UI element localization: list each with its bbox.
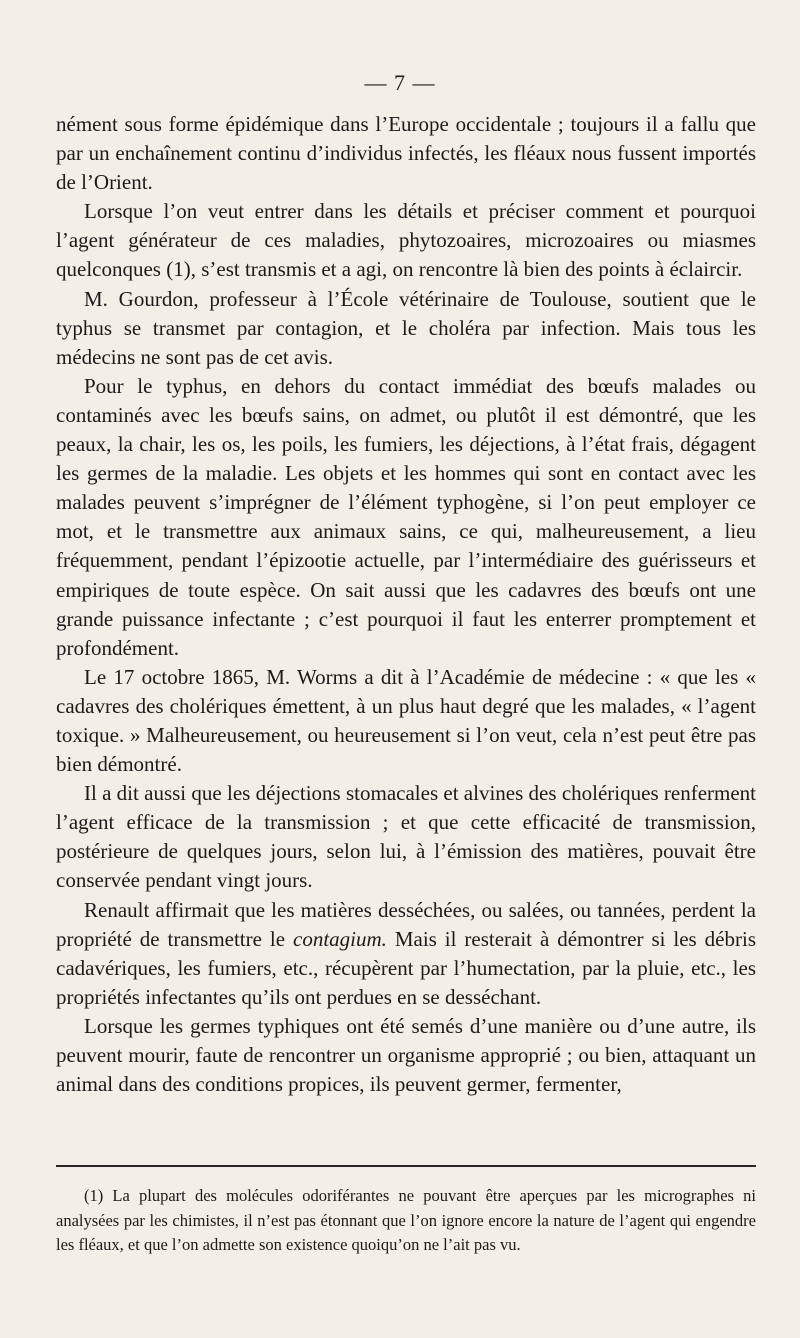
footnote-separator [56,1165,756,1167]
footnote-text: (1) La plupart des molécules odoriférantes ne pouvant être aperçues par les micrographes ni analysées par les chimistes, il n’est pas étonnant que l’on ignore encore la nature de l’agent qui engendre les fléaux, et que l’on admette son existence quoiqu’on ne l’ait pas vu. [56,1186,756,1254]
paragraph-renault [56,896,756,1012]
paragraph-continuation: nément sous forme épidémique dans l’Europe occidentale ; toujours il a fallu que par un enchaînement continu d’individus infectés, les fléaux nous fussent importés de l’Orient. [56,112,756,195]
page-number: — 7 — [364,70,436,95]
body-text [56,110,756,1099]
paragraph-typhus: Pour le typhus, en dehors du contact immédiat des bœufs malades ou contaminés avec les bœufs sains, on admet, ou plutôt il est démontré, que les peaux, la chair, les os, les poils, les fumiers, les déjections, à l’état frais, dégagent les germes de la maladie. Les objets et les hommes qui sont en contact avec les malades peuvent s’imprégner de l’élément typhogène, si l’on peut employer ce mot, et le transmettre aux animaux sains, ce qui, malheureusement, a lieu fréquemment, pendant l’épizootie actuelle, par l’intermédiaire des guérisseurs et empiriques de toute espèce. On sait aussi que les cadavres des bœufs ont une grande puissance infectante ; c’est pourquoi il faut les enterrer promptement et profondément. [56,373,756,660]
paragraph-worms: Le 17 octobre 1865, M. Worms a dit à l’Académie de médecine : « que les « cadavres des cholériques émettent, à un plus haut degré que les malades, « l’agent toxique. » Malheureusement, ou heureusement si l’on veut, cela n’est peut être pas bien démontré. [56,664,756,777]
paragraph-gourdon: M. Gourdon, professeur à l’École vétérinaire de Toulouse, soutient que le typhus se transmet par contagion, et le choléra par infection. Mais tous les médecins ne sont pas de cet avis. [56,286,756,369]
contagium-term: contagium. [293,926,387,951]
paragraph-renault-part-2: Mais il resterait à démontrer si les débris cadavériques, les fumiers, etc., récupèrent par l’humectation, par la pluie, etc., les propriétés infectantes qu’ils ont perdues en se desséchant. [56,926,756,1009]
paragraph-renault-part-1: Renault affirmait que les matières desséchées, ou salées, ou tannées, perdent la propriété de transmettre le [56,897,756,951]
paragraph-agent-transmission: Lorsque l’on veut entrer dans les détails et préciser comment et pourquoi l’agent générateur de ces maladies, phytozoaires, microzoaires ou miasmes quelconques (1), s’est transmis et a agi, on rencontre là bien des points à éclaircir. [56,199,756,282]
paragraph-germs: Lorsque les germes typhiques ont été semés d’une manière ou d’une autre, ils peuvent mourir, faute de rencontrer un organisme approprié ; ou bien, attaquant un animal dans des conditions propices, ils peuvent germer, fermenter, [56,1013,756,1097]
paragraph-dejections: Il a dit aussi que les déjections stomacales et alvines des cholériques renferment l’agent efficace de la transmission ; et que cette efficacité de transmission, postérieure de quelques jours, selon lui, à l’émission des matières, pouvait être conservée pendant vingt jours. [56,781,756,893]
footnote [56,1184,756,1258]
